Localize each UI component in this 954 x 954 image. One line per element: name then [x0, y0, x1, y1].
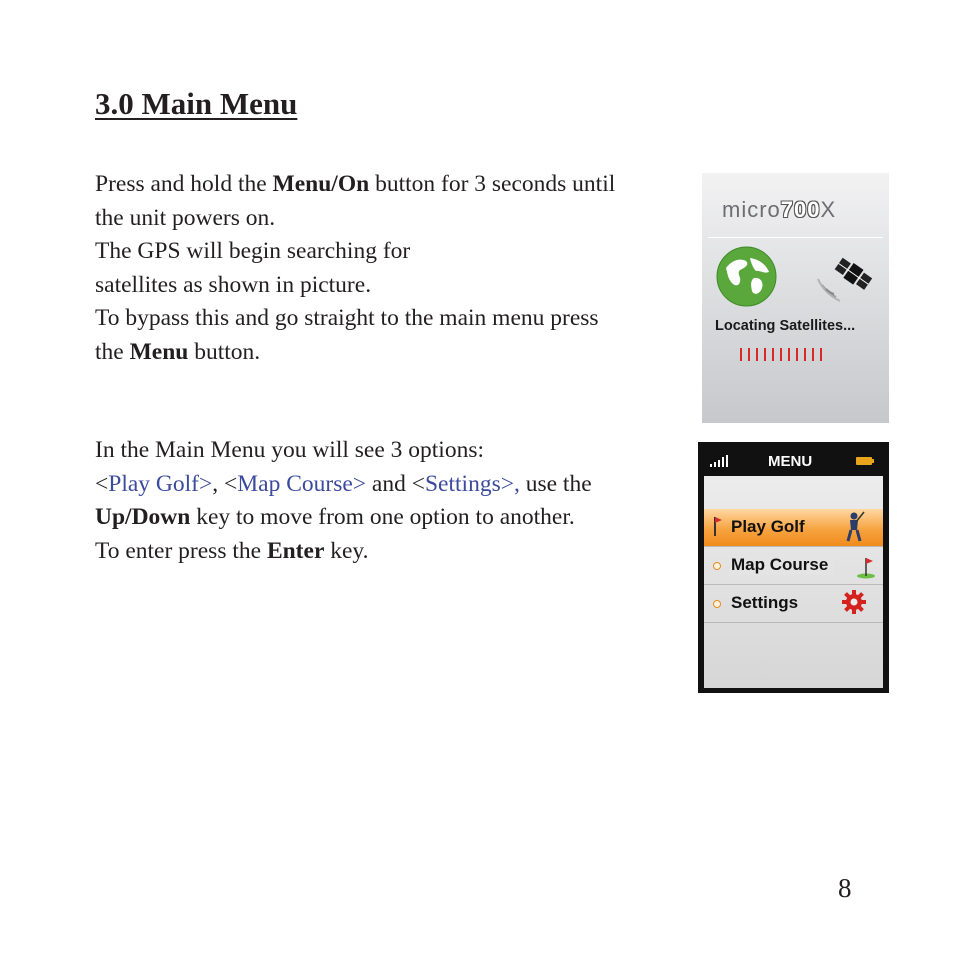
text: To enter press the	[95, 537, 267, 564]
menu-item-label: Map Course	[729, 555, 834, 575]
status-bar	[698, 442, 889, 476]
search-progress	[740, 348, 822, 361]
menu-on-key: Menu/On	[272, 171, 370, 197]
text: key.	[324, 537, 369, 564]
text-line: satellites as shown in picture.	[95, 271, 372, 298]
progress-tick	[812, 348, 814, 361]
progress-tick	[804, 348, 806, 361]
map-course-option: Map Course>	[237, 470, 367, 497]
battery-icon	[856, 457, 872, 465]
bullet-icon	[713, 600, 721, 608]
text-line	[95, 336, 695, 370]
satellite-icon	[814, 245, 882, 307]
text-line	[95, 168, 695, 202]
page-number: 8	[838, 873, 852, 903]
menu-item-settings[interactable]	[704, 585, 883, 623]
text: Press and hold the	[95, 171, 273, 197]
globe-icon	[716, 246, 777, 307]
text: button for 3 seconds until	[369, 171, 616, 197]
enter-key: Enter	[266, 537, 325, 564]
text-line: the unit powers on.	[95, 204, 276, 231]
menu-item-play-golf[interactable]	[704, 509, 883, 547]
text: , <	[212, 470, 238, 497]
text: the	[95, 338, 130, 365]
page-heading: 3.0 Main Menu	[95, 86, 298, 121]
text: <	[95, 470, 109, 497]
brand-suffix: X	[820, 197, 837, 222]
up-down-key: Up/Down	[95, 504, 191, 530]
text-line	[95, 468, 695, 502]
menu-list	[704, 476, 883, 688]
menu-item-label: Settings	[731, 593, 799, 612]
text-line: The GPS will begin searching for	[95, 238, 411, 264]
course-flag-icon	[856, 555, 876, 579]
text: use the	[519, 470, 592, 497]
progress-tick	[772, 348, 774, 361]
text: key to move from one option to another.	[190, 504, 575, 530]
menu-key: Menu	[129, 338, 189, 365]
golfer-icon	[840, 511, 866, 543]
progress-tick	[764, 348, 766, 361]
progress-tick	[740, 348, 742, 361]
main-menu-screen	[698, 442, 889, 693]
text: and <	[366, 470, 425, 497]
bullet-icon	[713, 562, 721, 570]
progress-tick	[820, 348, 822, 361]
main-menu-instructions	[95, 434, 695, 568]
brand-text: micro	[722, 197, 781, 222]
menu-item-map-course[interactable]	[704, 547, 883, 585]
progress-tick	[748, 348, 750, 361]
text-line: To bypass this and go straight to the main menu press	[95, 305, 599, 331]
brand-number: 700	[780, 197, 821, 222]
text-line	[95, 535, 695, 569]
signal-strength-icon	[710, 455, 728, 467]
locating-status: Locating Satellites...	[715, 318, 856, 334]
gear-icon	[842, 590, 866, 614]
locating-satellites-screen	[702, 173, 889, 423]
progress-tick	[788, 348, 790, 361]
text-line: In the Main Menu you will see 3 options:	[95, 437, 485, 463]
brand-logo	[722, 197, 836, 223]
divider	[708, 237, 883, 238]
menu-item-label: Play Golf	[731, 517, 805, 536]
play-golf-option: Play Golf>	[108, 470, 213, 497]
flag-icon	[713, 515, 723, 537]
progress-tick	[796, 348, 798, 361]
power-on-instructions	[95, 168, 695, 369]
progress-tick	[780, 348, 782, 361]
text: button.	[188, 338, 261, 365]
screen-title: MENU	[768, 453, 813, 470]
text-line	[95, 501, 695, 535]
settings-option: Settings>,	[424, 470, 520, 497]
progress-tick	[756, 348, 758, 361]
